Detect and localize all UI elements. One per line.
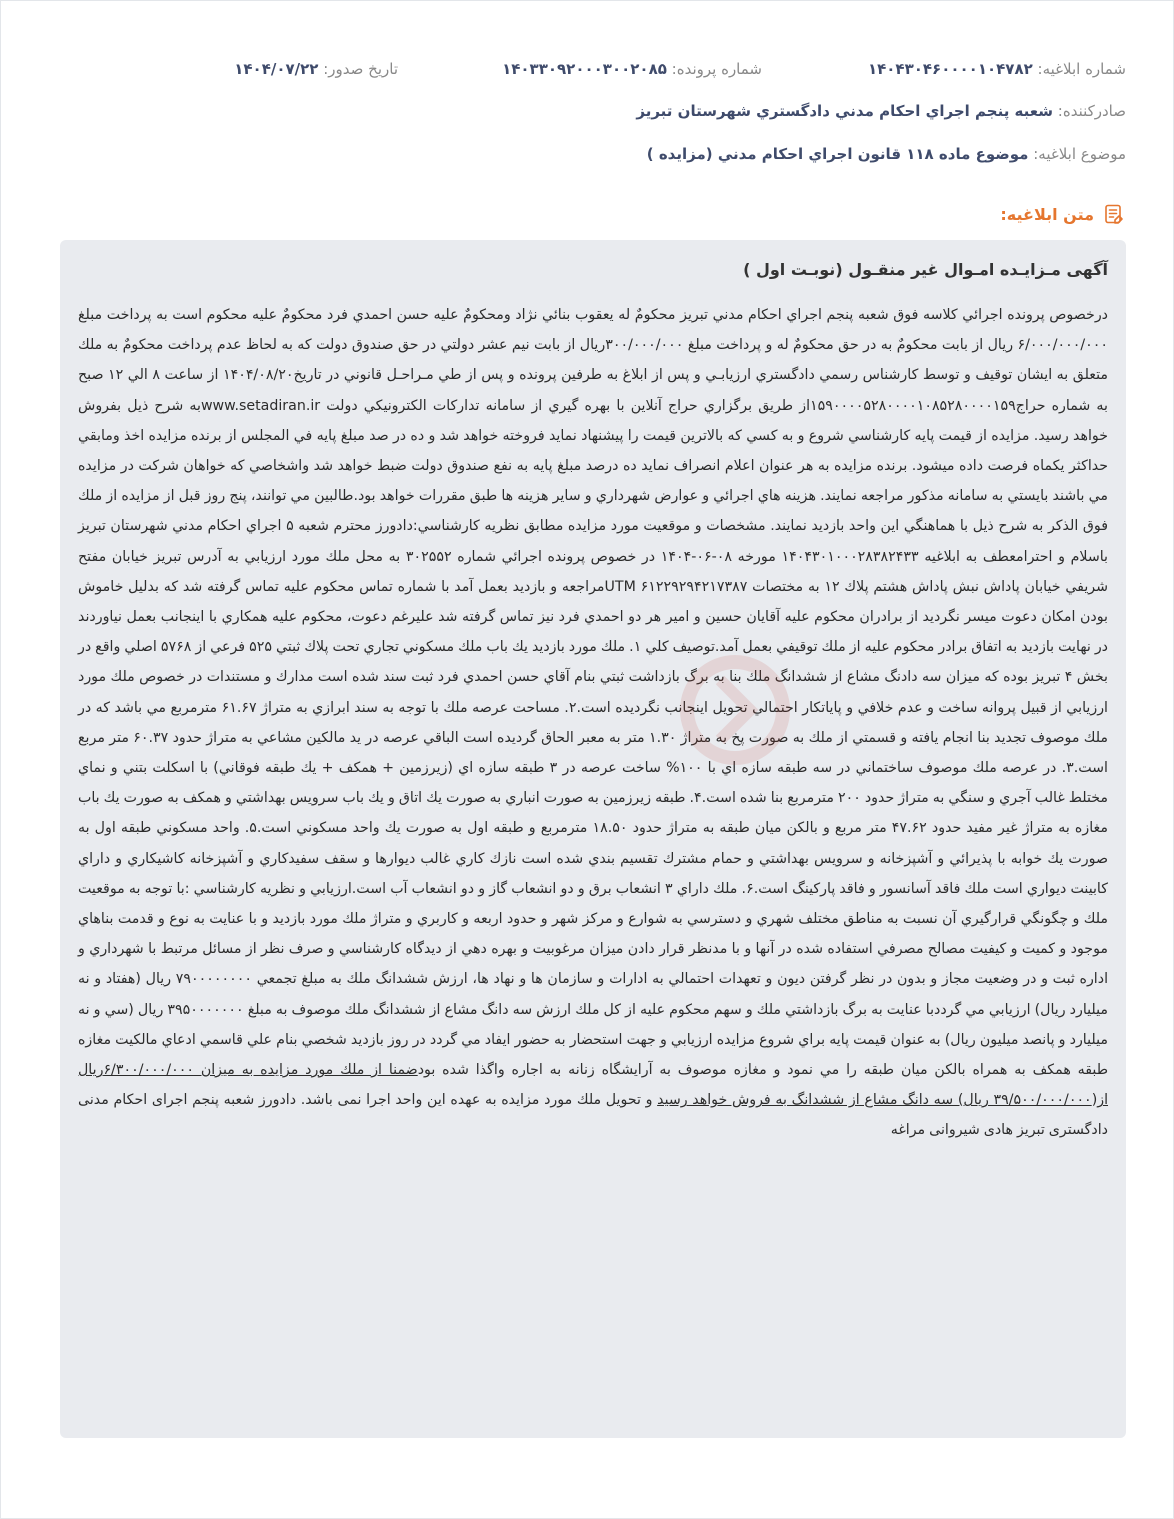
document-list-icon <box>1102 202 1126 226</box>
notice-content-box <box>60 240 1126 1438</box>
notice-number-label: شماره ابلاغیه: <box>1037 60 1126 78</box>
case-number-label: شماره پرونده: <box>671 60 762 78</box>
meta-row-issuer <box>48 100 1126 122</box>
section-title <box>1000 202 1126 226</box>
case-number <box>502 58 762 80</box>
notice-body-underlined: ضمنا از ملك مورد مزايده به ميزان ۶/۳۰۰/۰۰۰/۰۰۰ريال از(۳۹/۵۰۰/۰۰۰/۰۰۰ ريال) سه دانگ مشاع از ششدانگ به فروش خواهد رسيد <box>78 1062 1109 1109</box>
issue-date-label: تاریخ صدور: <box>323 60 398 78</box>
issuer-label: صادرکننده: <box>1057 102 1126 120</box>
subject-value: موضوع ماده ۱۱۸ قانون اجراي احكام مدني (مزايده ) <box>646 145 1029 163</box>
section-title-text: متن ابلاغیه: <box>1000 204 1094 224</box>
notice-body-tail: و تحويل ملك مورد مزايده به عهده اين واحد اجرا نمی باشد. دادورز شعبه پنجم اجرای احکام مدنی دادگستری تبریز هادی شیروانی مراغه <box>78 1092 1108 1139</box>
issuer-value: شعبه پنجم اجراي احكام مدني دادگستري شهرستان تبريز <box>636 102 1053 120</box>
notice-body-main: درخصوص پرونده اجرائي كلاسه فوق شعبه پنجم اجراي احكام مدني تبريز محكومٌ له يعقوب بنائي نژاد ومحكومٌ عليه حسن احمدي فرد محكومٌ عليه محكوم است به پرداخت مبلغ ۶/۰۰۰/۰۰۰/۰۰۰ ريال از بابت محكومٌ به در حق محكومٌ له و پرداخت مبلغ ۳۰۰/۰۰۰/۰۰۰ريال از بابت نيم عشر دولتي در حق صندوق دولت كه به لحاظ عدم پرداخت محكومٌ به ملك متعلق به ايشان توقيف و توسط كارشناس رسمي دادگستري ارزيابـي و پس از ابلاغ به طرفين پرونده و پس از طي مـراحـل قانوني در تاريخ۱۴۰۴/۰۸/۲۰ از ساعت ۸ الي ۱۲ صبح به شماره حراج۱۵۹۰۰۰۰۵۲۸۰۰۰۰۱۰۸۵۲۸۰۰۰۰۱۵۹از طريق برگزاري حراج آنلاين با بهره گيري از سامانه تداركات الكترونيكي دولت www.setadiran.irبه شرح ذيل بفروش خواهد رسيد. مزايده از قيمت پايه كارشناسي شروع و به كسي كه بالاترين قيمت را پيشنهاد نمايد فروخته خواهد شد و ده در صد مبلغ پايه في المجلس از برنده مزايده اخذ ومابقي حداكثر يكماه فرصت داده ميشود. برنده مزايده به هر عنوان اعلام انصراف نمايد ده درصد مبلغ پايه به نفع صندوق دولت ضبط خواهد شد واشخاصي كه خواهان شركت در مزايده مي باشند بايستي به سامانه مذكور مراجعه نمايند. هزينه هاي اجرائي و عوارض شهرداري و ساير هزينه ها طبق مقررات خواهد بود.طالبين مي توانند، پنج روز قبل از مزايده از ملك فوق الذكر به شرح ذيل با هماهنگي اين واحد بازديد نمايند. مشخصات و موقعيت مورد مزايده مطابق نظريه كارشناسي:دادورز محترم شعبه ۵ اجراي احكام مدني شهرستان تبريز باسلام و احترامعطف به ابلاغيه ۱۴۰۴۳۰۱۰۰۰۲۸۳۸۲۴۳۳ مورخه ۰۸-۰۶-۱۴۰۴ در خصوص پرونده اجرائي شماره ۳۰۲۵۵۲ به محل ملك مورد ارزيابي به آدرس تبريز خيابان مفتح شريفي خيابان پاداش نبش پاداش هشتم پلاك ۱۲ به مختصات UTM ۶۱۲۲۹۲۹۴۲۱۷۳۸۷مراجعه و بازديد بعمل آمد با شماره تماس محكوم عليه تماس گرفته شد كه بدليل خاموش بودن امكان دعوت ميسر نگرديد از برادران محكوم عليه آقايان حسين و امير هر دو احمدي فرد نيز تماس گرفته شد عليرغم دعوت، محكوم عليه همكاري با اينجانب بعمل نياوردند در نهايت بازديد به اتفاق برادر محكوم عليه از ملك توقيفي بعمل آمد.توصيف كلي ۱. ملك مورد بازديد يك باب ملك مسكوني تجاري تحت پلاك ثبتي ۵۲۵ فرعي از ۵۷۶۸ اصلي واقع در بخش ۴ تبريز بوده كه ميزان سه دادنگ مشاع از ششدانگ ملك بنا به برگ بازداشت ثبتي بنام آقاي حسن احمدي فرد ثبت سند شده است مدارك و مستندات در خصوص ملك مورد ارزيابي از قبيل پروانه ساخت و عدم خلافي و پاياتكار احتمالي تحويل اينجانب نگرديده است.۲. مساحت عرصه ملك با توجه به سند ابرازي به متراژ ۶۱.۶۷ مترمربع مي باشد كه در ملك موصوف تجديد بنا انجام يافته و قسمتي از ملك به صورت پخ به متراژ ۱.۳۰ متر به معبر الحاق گرديده است الباقي عرصه در يد مالكين مشاعي به متراژ حدود ۶۰.۳۷ متر مربع است.۳. در عرصه ملك موصوف ساختماني در سه طبقه سازه اي با ۱۰۰% ساخت عرصه در ۳ طبقه سازه اي (زيرزمين + همكف + يك طبقه فوقاني) با اسكلت بتني و نماي مختلط غالب آجري و سنگي به متراژ حدود ۲۰۰ مترمربع بنا شده است.۴. طبقه زيرزمين به صورت انباري به صورت يك اتاق و يك باب سرويس بهداشتي و همكف به صورت يك باب مغازه به متراژ غير مفيد حدود ۴۷.۶۲ متر مربع و بالكن ميان طبقه به متراژ حدود ۱۸.۵۰ مترمربع و طبقه اول به صورت يك واحد مسكوني است.۵. واحد مسكوني طبقه اول به صورت يك خوابه با پذيرائي و آشپزخانه و سرويس بهداشتي و حمام مشترك تقسيم بندي شده است نازك كاري غالب ديوارها و سقف سفيدكاري و آشپزخانه كاشيكاري و داراي كابينت ديواري است ملك فاقد آسانسور و فاقد پاركينگ است.۶. ملك داراي ۳ انشعاب برق و دو انشعاب گاز و دو انشعاب آب است.ارزيابي و نظريه كارشناسي :با توجه به موقعيت ملك و چگونگي قرارگيري آن نسبت به مناطق مختلف شهري و دسترسي به شوارع و مركز شهر و حدود اربعه و كاربري و متراژ ملك مورد بازديد و با عنايت به نوع و قدمت بناهاي موجود و كميت و كيفيت مصالح مصرفي استفاده شده در آنها و با مدنظر قرار دادن ميزان مرغوبيت و بهره دهي از ديدگاه كارشناسي و صرف نظر از مسائل مرتبط با شهرداري و اداره ثبت و در وضعيت مجاز و بدون در نظر گرفتن ديون و تعهدات احتمالي به ادارات و سازمان ها و نهاد ها، ارزش ششدانگ ملك به مبلغ تجمعي ۷۹۰۰۰۰۰۰۰۰ ريال (هفتاد و نه ميليارد ريال) ارزيابي مي گرددبا عنايت به برگ بازداشتي ملك و سهم محكوم عليه از كل ملك ارزش سه دانگ مشاع از ششدانگ ملك موصوف به مبلغ ۳۹۵۰۰۰۰۰۰۰ ريال (سي و نه ميليارد و پانصد ميليون ريال) به عنوان قيمت پايه براي شروع مزايده ارزيابي و جهت استحضار به حضور ايفاد مي گردد در روز بازديد شخصي بنام علي قاسمي ادعاي مالكيت مغازه طبقه همكف به همراه بالكن ميان طبقه را مي نمود و مغازه موصوف به آرايشگاه زنانه به اجاره واگذا شده بود <box>78 307 1109 1079</box>
case-number-value: ۱۴۰۳۳۰۹۲۰۰۰۳۰۰۲۰۸۵ <box>502 60 667 78</box>
meta-row-subject <box>48 143 1126 165</box>
notice-number <box>868 58 1126 80</box>
notice-body <box>78 300 1108 1146</box>
notice-heading: آگهی مـزایـده امـوال غیر منقـول (نوبـت اول ) <box>743 260 1108 279</box>
issue-date <box>234 58 398 80</box>
notice-number-value: ۱۴۰۴۳۰۴۶۰۰۰۰۱۰۴۷۸۲ <box>867 60 1033 78</box>
issue-date-value: ۱۴۰۴/۰۷/۲۲ <box>234 60 319 78</box>
subject-label: موضوع ابلاغیه: <box>1033 145 1126 163</box>
